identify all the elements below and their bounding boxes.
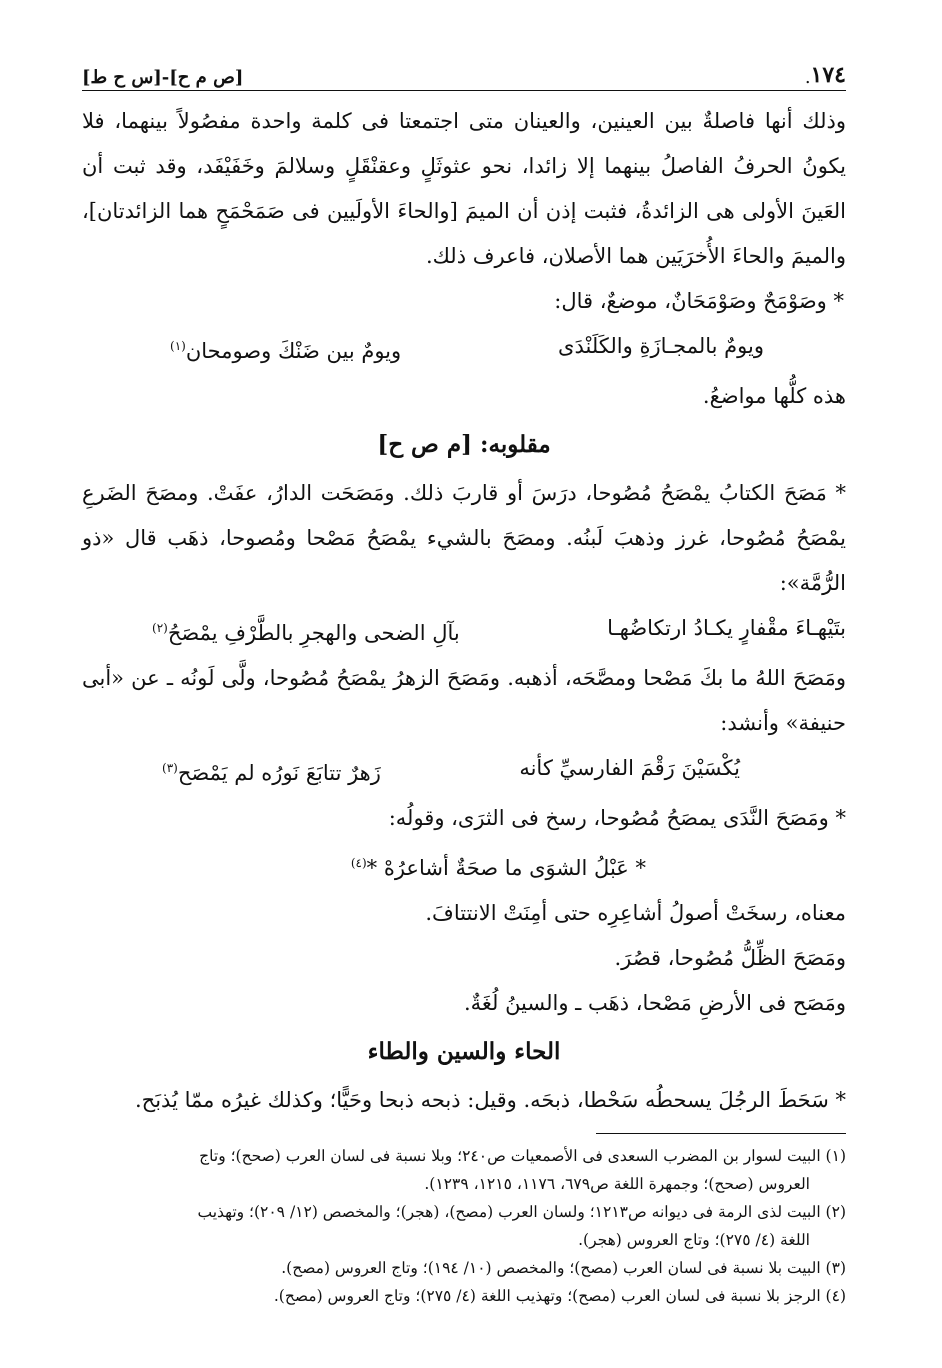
paragraph: ومَصَحَ الظِّلُّ مُصُوحا، قصُرَ. [614, 946, 846, 970]
footnote-ref: (١) [170, 339, 186, 353]
paragraph: ومَصَح فى الأرضِ مَصْحا، ذهَب ـ والسينُ لُغَةٌ. [463, 991, 846, 1015]
verse-text: ويومٌ بين ضَنْكَ وصومحان [185, 339, 402, 363]
running-head: [ص م ح]-[س ح ط] [82, 67, 244, 88]
page-number: ١٧٤ [810, 62, 846, 88]
verse-hemistich-first: بتَيْهـاءَ مقْفارٍ يكـادُ ارتكاضُهـا [607, 616, 846, 640]
footnotes [82, 1142, 846, 1310]
footnote-1-continued: العروس (صحح)؛ وجمهرة اللغة ص٦٧٩، ١١٧٦، ١٢١٥، ١٢٣٩). [424, 1175, 810, 1193]
paragraph: ومَصَحَ اللهُ ما بكَ مَصْحا ومصَّحَه، أذهبه. ومَصَحَ الزهرُ يمْصَحُ مُصُوحا، ولَّى لَونُه ـ عن «أبى حنيفة» وأنشد: [82, 666, 846, 735]
paragraph: * ومَصَحَ النَّدَى يمصَحُ مُصُوحا، رسخ فى الثرَى، وقولُه: [388, 806, 846, 830]
book-page [82, 48, 846, 1310]
verse-line [82, 606, 846, 656]
footnote-2: (٢) البيت لذى الرمة فى ديوانه ص١٢١٣؛ ولسان العرب (مصح)، (هجر)؛ والمخصص (١٢/ ٢٠٩)؛ وتهذيب [197, 1203, 846, 1221]
verse-text: بآلِ الضحى والهجرِ بالطَّرْفِ يمْصَحُ [167, 621, 460, 645]
verse-hemistich-first: ويومٌ بالمجـازَةِ والكَلَنْدَى [558, 334, 764, 358]
footnote-3: (٣) البيت بلا نسبة فى لسان العرب (مصح)؛ والمخصص (١٠/ ١٩٤)؛ وتاج العروس (مصح). [281, 1259, 846, 1277]
page-header [82, 48, 846, 91]
paragraph: * مَصَحَ الكتابُ يمْصَحُ مُصُوحا، درَسَ أو قاربَ ذلك. ومَصَحَت الدارُ، عفَتْ. ومصَحَ الضَرعِ يمْصَحُ مُصُوحا، غرز وذهبَ لَبنُه. ومصَحَ بالشيء يمْصَحُ مَصْحا ومُصوحا، ذهَب قال «ذو الرُّمَّة»: [82, 481, 846, 595]
paragraph: معناه، رسخَتْ أصولُ أشاعِرِه حتى أمِنَتْ الانتتافَ. [425, 901, 846, 925]
paragraph: * سَحَطَ الرجُلَ يسحطُه سَحْطا، ذبحَه. وقيل: ذبحه ذبحا وحَيًّا؛ وكذلك غيرُه ممّا يُذبَح. [134, 1088, 846, 1112]
footnote-1: (١) البيت لسوار بن المضرب السعدى فى الأصمعيات ص٢٤٠؛ وبلا نسبة فى لسان العرب (صحح)؛ وتاج [199, 1147, 846, 1165]
verse-hemistich-second [170, 324, 401, 374]
verse-text: * عَبْلُ الشوَى ما صحَةٌ أشاعرُهْ * [366, 856, 646, 880]
section-heading: الحاء والسين والطاء [367, 1038, 561, 1065]
verse-hemistich-first: يُكْسَيْنَ رَقْمَ الفارسيِّ كأنه [519, 756, 740, 780]
rajaz-verse [82, 841, 846, 891]
footnote-ref: (٢) [152, 621, 168, 635]
footnote-ref: (٣) [162, 761, 178, 775]
verse-hemistich-second [162, 746, 381, 796]
paragraph: وذلك أنها فاصلةٌ بين العينين، والعينان متى اجتمعتا فى كلمة واحدة مفصُولاً بينهما، فلا يكونُ الحرفُ الفاصلُ بينهما إلا زائدا، نحو عثوثَلٍ وعقنْقَلٍ وسلالمَ وخَفَيْفَد، وقد ثبت أن العَينَ الأولى هى الزائدةُ، فثبت إذن أن الميمَ [والحاءَ الأولَيين فى صَمَحْمَحٍ هما الزائدتان]، والميمَ والحاءَ الأُخرَيَين هما الأصلان، فاعرف ذلك. [82, 109, 846, 268]
verse-text: زَهرٌ تتابَعَ نَورُه لم يَمْصَح [177, 761, 381, 785]
verse-hemistich-second [152, 606, 460, 656]
main-text [82, 99, 846, 1123]
footnote-divider [596, 1133, 846, 1134]
section-heading: مقلوبه: [م ص ح] [377, 431, 551, 458]
verse-line [82, 746, 846, 796]
footnote-4: (٤) الرجز بلا نسبة فى لسان العرب (مصح)؛ وتهذيب اللغة (٤/ ٢٧٥)؛ وتاج العروس (مصح). [273, 1287, 846, 1305]
header-dot: . [804, 67, 811, 88]
verse-line [82, 324, 846, 374]
paragraph: هذه كلُّها مواضعُ. [702, 384, 846, 408]
paragraph: * وصَوْمَحٌ وصَوْمَحَانٌ، موضعٌ، قال: [554, 289, 844, 313]
footnote-2-continued: اللغة (٤/ ٢٧٥)؛ وتاج العروس (هجر). [578, 1231, 810, 1249]
footnote-ref: (٤) [350, 856, 367, 870]
